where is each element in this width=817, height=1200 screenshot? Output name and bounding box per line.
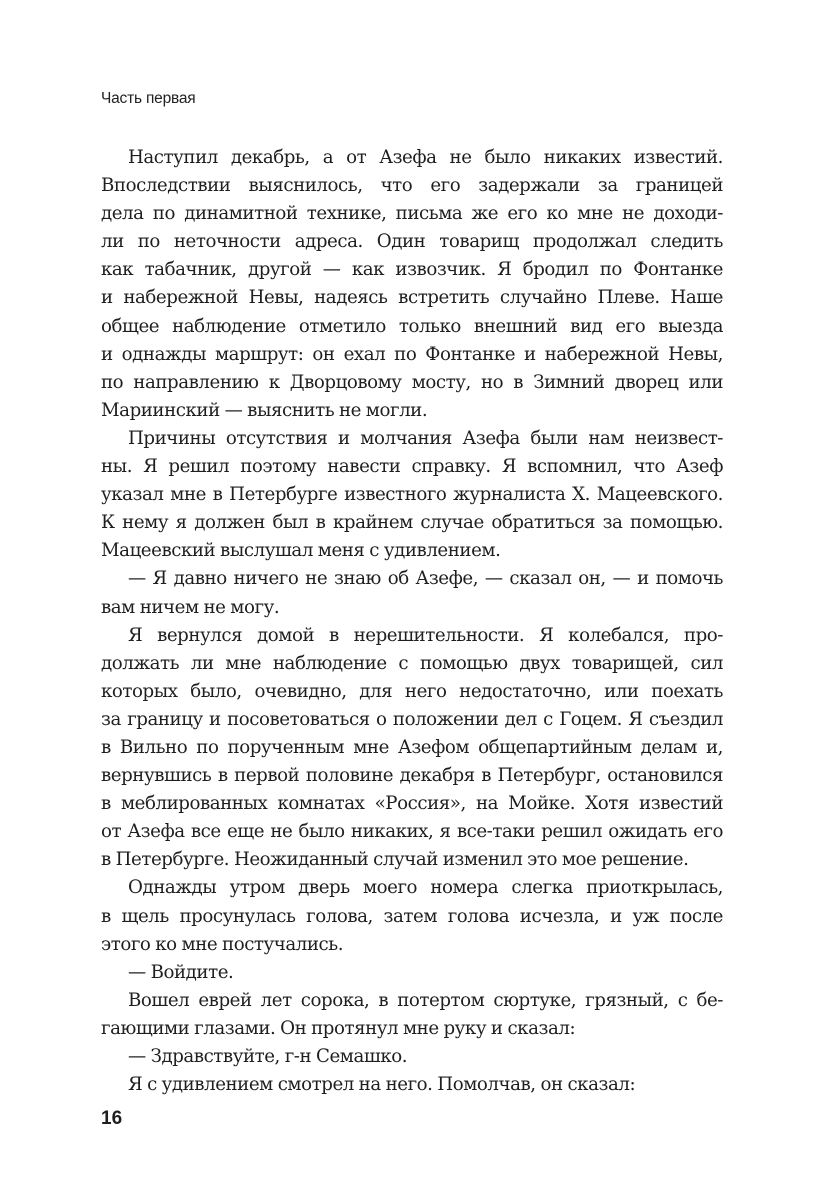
- text-line: по направлению к Дворцовому мосту, но в Зимний дворец или: [101, 371, 723, 393]
- text-line: К нему я должен был в крайнем случае обратиться за помощью.: [101, 512, 723, 534]
- text-line: — Здравствуйте, г-н Семашко.: [128, 1046, 408, 1067]
- text-line: и набережной Невы, надеясь встретить случайно Плеве. Наше: [101, 287, 723, 309]
- text-line: Причины отсутствия и молчания Азефа были нам неизвест-: [128, 427, 723, 449]
- body-text: [101, 144, 723, 1099]
- text-line: Впоследствии выяснилось, что его задержали за границей: [101, 175, 723, 197]
- paragraph: [101, 987, 723, 1043]
- paragraph: [101, 565, 723, 621]
- text-line: указал мне в Петербурге известного журналиста Х. Мацеевского.: [101, 484, 723, 506]
- text-line: ли по неточности адреса. Один товарищ продолжал следить: [101, 231, 723, 253]
- paragraph: [101, 959, 723, 987]
- text-line: вернувшись в первой половине декабря в Петербург, остановился: [101, 765, 723, 787]
- text-line: должать ли мне наблюдение с помощью двух товарищей, сил: [101, 652, 723, 674]
- text-line: этого ко мне постучались.: [101, 933, 344, 955]
- text-line: — Я давно ничего не знаю об Азефе, — сказал он, — и помочь: [128, 568, 723, 590]
- running-head: Часть первая: [101, 90, 196, 107]
- text-line: вам ничем не могу.: [101, 596, 280, 618]
- page-number: 16: [101, 1108, 123, 1129]
- text-line: за границу и посоветоваться о положении дел с Гоцем. Я съездил: [101, 708, 723, 730]
- text-line: — Войдите.: [128, 961, 234, 983]
- text-line: Вошел еврей лет сорока, в потертом сюртуке, грязный, с бе-: [128, 989, 723, 1011]
- text-line: Наступил декабрь, а от Азефа не было никаких известий.: [128, 147, 723, 168]
- text-line: гающими глазами. Он протянул мне руку и сказал:: [101, 1017, 576, 1039]
- text-line: Я с удивлением смотрел на него. Помолчав, он сказал:: [128, 1074, 636, 1096]
- text-line: Я вернулся домой в нерешительности. Я колебался, про-: [128, 624, 723, 646]
- text-line: Мариинский — выяснить не могли.: [101, 399, 428, 421]
- paragraph: [101, 622, 723, 875]
- paragraph: [101, 874, 723, 958]
- text-line: общее наблюдение отметило только внешний вид его выезда: [101, 315, 723, 337]
- text-line: в меблированных комнатах «Россия», на Мойке. Хотя известий: [101, 793, 723, 815]
- text-line: как табачник, другой — как извозчик. Я бродил по Фонтанке: [101, 259, 723, 281]
- paragraph: [101, 425, 723, 565]
- text-line: от Азефа все еще не было никаких, я все-таки решил ожидать его: [101, 821, 723, 843]
- text-line: дела по динамитной технике, письма же его ко мне не доходи-: [101, 203, 723, 225]
- text-line: в щель просунулась голова, затем голова исчезла, и уж после: [101, 905, 723, 927]
- text-line: которых было, очевидно, для него недостаточно, или поехать: [101, 680, 723, 702]
- paragraph: [101, 144, 723, 425]
- text-line: в Вильно по порученным мне Азефом общепартийным делам и,: [101, 736, 723, 758]
- text-line: в Петербурге. Неожиданный случай изменил это мое решение.: [101, 849, 689, 871]
- text-line: Однажды утром дверь моего номера слегка приоткрылась,: [128, 877, 723, 899]
- text-line: Мацеевский выслушал меня с удивлением.: [101, 540, 501, 562]
- paragraph: [101, 1043, 723, 1071]
- text-line: и однажды маршрут: он ехал по Фонтанке и набережной Невы,: [101, 343, 723, 365]
- text-line: ны. Я решил поэтому навести справку. Я вспомнил, что Азеф: [101, 456, 723, 478]
- paragraph: [101, 1071, 723, 1099]
